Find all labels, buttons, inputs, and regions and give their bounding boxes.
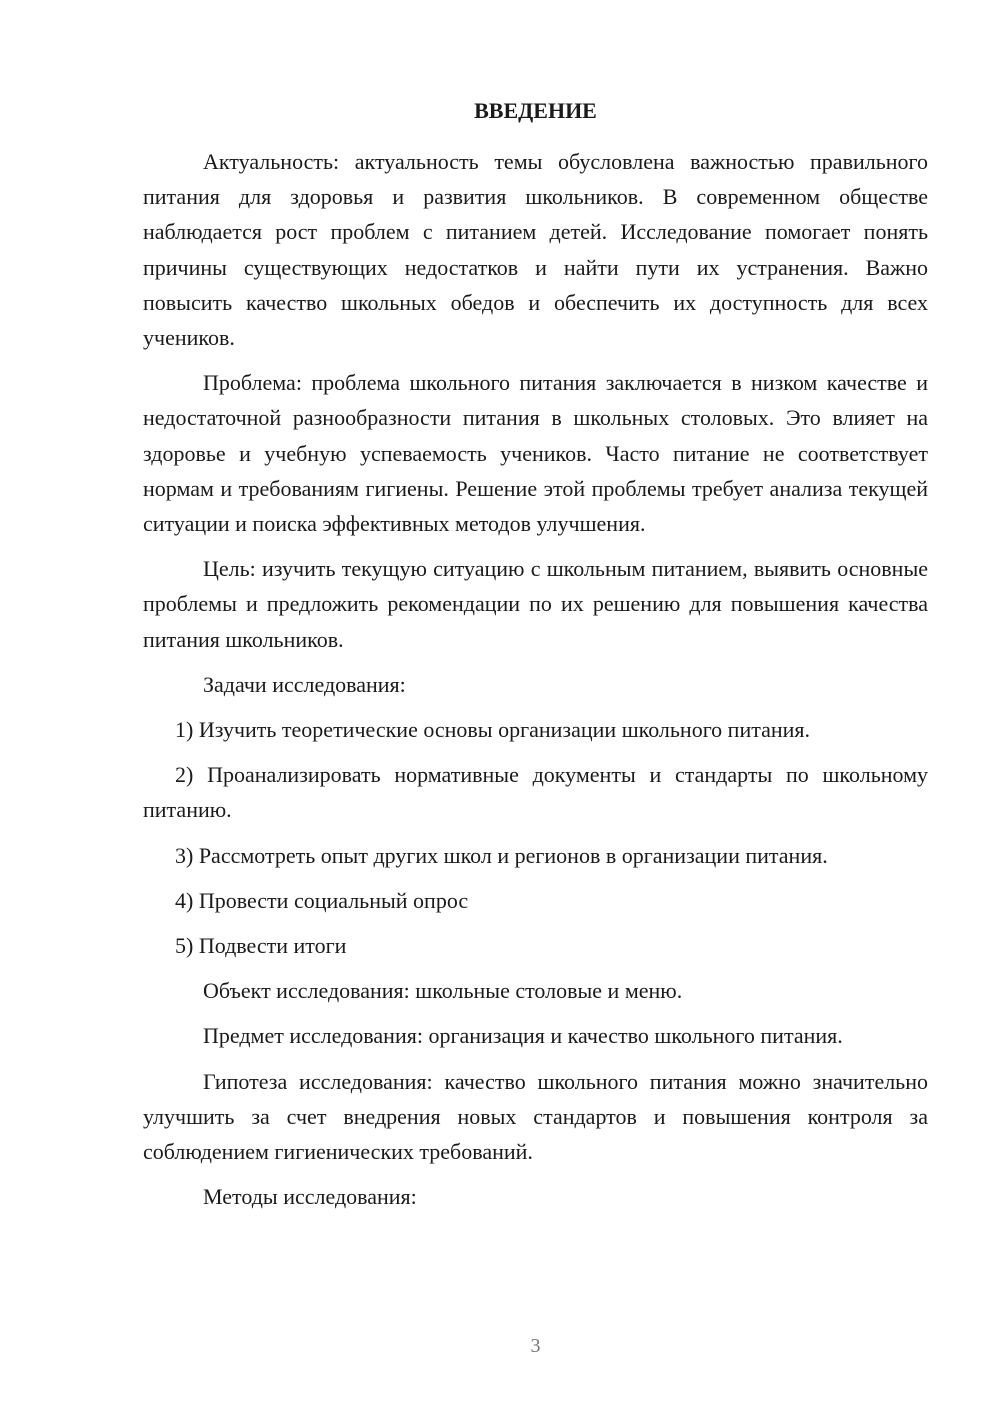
paragraph-methods: Методы исследования: xyxy=(203,1184,417,1210)
task-item-5: 5) Подвести итоги xyxy=(175,933,347,959)
document-page xyxy=(143,0,928,1414)
paragraph-relevance: Актуальность: актуальность темы обусловлена важностью правильного питания для здоровья и развития школьников. В современном обществе наблюдается рост проблем с питанием детей. Исследование помогает понять причины существующих недостатков и найти пути их устранения. Важно повысить качество школьных обедов и обеспечить их доступность для всех учеников. xyxy=(143,149,928,351)
paragraph-problem: Проблема: проблема школьного питания заключается в низком качестве и недостаточной разнообразности питания в школьных столовых. Это влияет на здоровье и учебную успеваемость учеников. Часто питание не соответствует нормам и требованиям гигиены. Решение этой проблемы требует анализа текущей ситуации и поиска эффективных методов улучшения. xyxy=(143,370,928,537)
document-body xyxy=(143,144,928,1214)
paragraph-subject: Предмет исследования: организация и качество школьного питания. xyxy=(203,1023,843,1049)
page-number: 3 xyxy=(530,1335,541,1357)
task-item-4: 4) Провести социальный опрос xyxy=(175,887,469,913)
task-item-2: 2) Проанализировать нормативные документы и стандарты по школьному питанию. xyxy=(143,762,928,823)
paragraph-hypothesis: Гипотеза исследования: качество школьного питания можно значительно улучшить за счет внедрения новых стандартов и повышения контроля за соблюдением гигиенических требований. xyxy=(143,1068,928,1165)
paragraph-goal: Цель: изучить текущую ситуацию с школьным питанием, выявить основные проблемы и предложить рекомендации по их решению для повышения качества питания школьников. xyxy=(143,556,928,652)
document-title: ВВЕДЕНИЕ xyxy=(474,98,597,123)
task-item-3: 3) Рассмотреть опыт других школ и регионов в организации питания. xyxy=(175,842,828,868)
task-item-1: 1) Изучить теоретические основы организации школьного питания. xyxy=(175,717,811,743)
paragraph-tasks-heading: Задачи исследования: xyxy=(203,671,406,697)
paragraph-object: Объект исследования: школьные столовые и меню. xyxy=(203,978,683,1004)
